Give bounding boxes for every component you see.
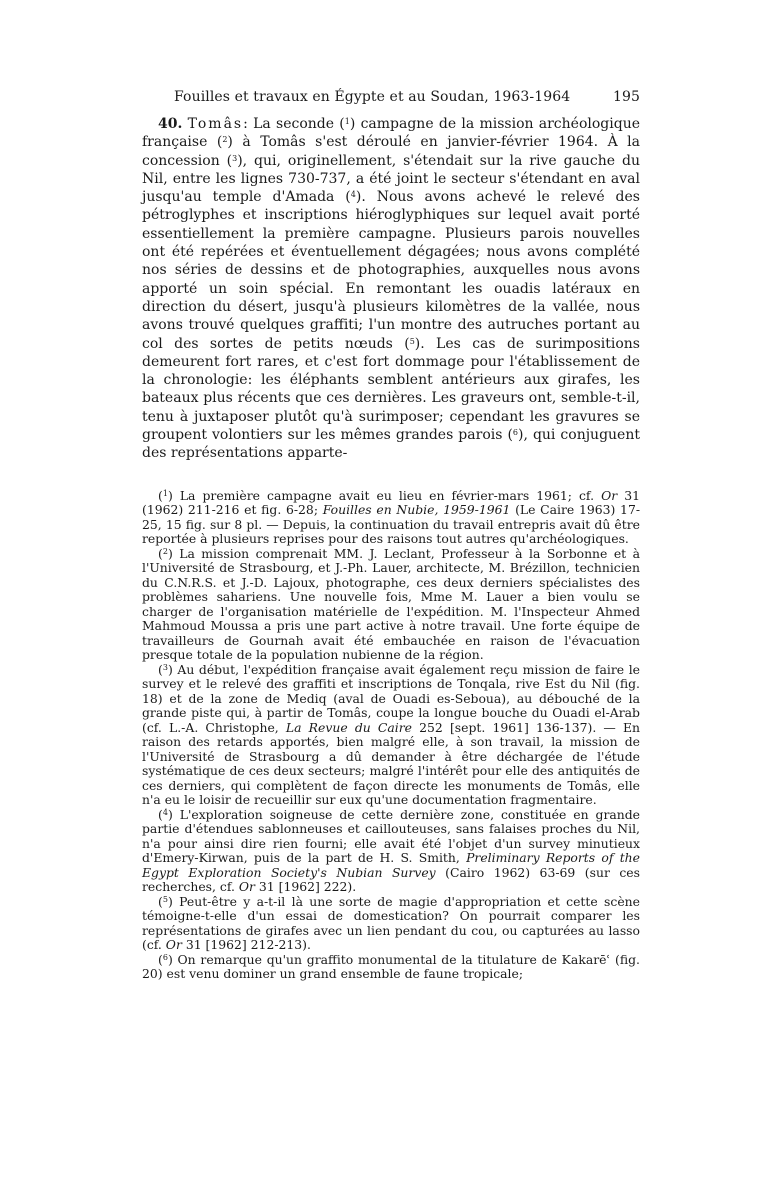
text-run: ) On remarque qu'un graffito monumental de la titulature de Kakarēʿ (fig. 20) est venu dominer un grand ensemble de faune tropicale; bbox=[142, 951, 640, 982]
text-run: ). Les cas de surimpositions demeurent fort rares, et c'est fort dommage pour l'établissement de la chronologie: les éléphants semblent antérieurs aux girafes, les bateaux plus récents que ces dernières. Les graveurs ont, semble-t-il, tenu à juxtaposer plutôt qu'à surimposer; cependant les gravures se groupent volontiers sur les mêmes grandes parois ( bbox=[142, 335, 640, 444]
page bbox=[142, 88, 640, 982]
text-run: ) à Tomâs s'est déroulé en janvier-février 1964. À la concession ( bbox=[142, 134, 640, 169]
italic-text: Or bbox=[165, 937, 182, 953]
section-number: 40. bbox=[158, 116, 183, 132]
text-run: ) La première campagne avait eu lieu en février-mars 1961; cf. bbox=[167, 487, 602, 503]
text-run: ( bbox=[158, 893, 163, 909]
note-ref: 5 bbox=[409, 336, 415, 346]
note-ref: 6 bbox=[512, 428, 518, 438]
footnote bbox=[142, 953, 640, 982]
italic-text: La Revue du Caire bbox=[285, 719, 412, 735]
note-ref: 2 bbox=[162, 546, 168, 556]
text-run: 31 [1962] 222). bbox=[254, 879, 357, 895]
text-run: ( bbox=[158, 806, 163, 822]
italic-text: Preliminary Reports of the Egypt Exploration Society's Nubian Survey bbox=[142, 850, 640, 880]
footnotes bbox=[142, 489, 640, 982]
text-run: ) Au début, l'expédition française avait également reçu mission de faire le survey et le relevé des graffiti et inscriptions de Tonqala, rive Est du Nil (fig. 18) et de la zone de Mediq (aval de Ouadi es-Seboua), au débouché de la grande piste qui, à partir de Tomâs, coupe la longue bouche du Ouadi el-Arab (cf. L.-A. Christophe, bbox=[142, 661, 640, 735]
text-run: : La seconde ( bbox=[243, 116, 345, 132]
running-head-title: Fouilles et travaux en Égypte et au Soudan, 1963-1964 bbox=[174, 89, 571, 105]
text-run: (Le Caire 1963) 17-25, 15 fig. sur 8 pl. — Depuis, la continuation du travail entrepris avait dû être reportée à plusieurs reprises pour des raisons tout autres qu'archéologiques. bbox=[142, 502, 641, 547]
text-run: 252 [sept. 1961] 136-137). — En raison des retards apportés, bien malgré elle, à son travail, la mission de l'Université de Strasbourg a dû demander à être déchargée de l'étude systématique de ces deux secteurs; malgré l'intérêt pour elle des antiquités de ces derniers, qui complètent de façon directe les monuments de Tomâs, elle n'a eu le loisir de recueillir sur eux qu'une documentation fragmentaire. bbox=[142, 719, 641, 808]
text-run: ) Peut-être y a-t-il là une sorte de magie d'appropriation et cette scène témoigne-t-elle d'un essai de domestication? On pourrait comparer les représentations de girafes avec un lien pendant du cou, ou capturées au lasso (cf. bbox=[142, 893, 640, 953]
text-run: ( bbox=[158, 545, 163, 561]
text-run: 31 [1962] 212-213). bbox=[181, 937, 311, 953]
text-run: ), qui, originellement, s'étendait sur la rive gauche du Nil, entre les lignes 730-737, a été joint le secteur s'étendant en aval jusqu'au temple d'Amada ( bbox=[142, 152, 640, 206]
italic-text: Or bbox=[238, 879, 255, 895]
note-ref: 5 bbox=[162, 894, 168, 904]
footnote bbox=[142, 895, 640, 953]
text-run: ). Nous avons achevé le relevé des pétroglyphes et inscriptions hiéroglyphiques sur lequel avait porté essentiellement la première campagne. Plusieurs parois nouvelles ont été repérées et éventuellement dégagées; nous avons complété nos séries de dessins et de photographies, auxquelles nous avons apporté un soin spécial. En remontant les ouadis latéraux en direction du désert, jusqu'à plusieurs kilomètres de la vallée, nous avons trouvé quelques graffiti; l'un montre des autruches portant au col des sortes de petits nœuds ( bbox=[142, 189, 640, 352]
footnote bbox=[142, 663, 640, 808]
running-head bbox=[142, 88, 640, 106]
section-paragraph bbox=[142, 115, 640, 463]
note-ref: 6 bbox=[162, 952, 168, 962]
note-ref: 1 bbox=[344, 117, 350, 126]
footnote bbox=[142, 547, 640, 663]
text-run: ) L'exploration soigneuse de cette dernière zone, constituée en grande partie d'étendues sablonneuses et caillouteuses, sans falaises proches du Nil, n'a pour ainsi dire rien fourni; elle avait été l'objet d'un survey minutieux d'Emery-Kirwan, puis de la part de H. S. Smith, bbox=[142, 806, 640, 866]
note-ref: 3 bbox=[162, 662, 168, 672]
footnote bbox=[142, 808, 640, 895]
text-run: ), qui conjuguent des représentations apparte- bbox=[142, 427, 640, 462]
note-ref: 3 bbox=[232, 153, 238, 163]
page-number: 195 bbox=[612, 89, 640, 105]
text-run: ) campagne de la mission archéologique française ( bbox=[142, 116, 640, 151]
italic-text: Fouilles en Nubie, 1959-1961 bbox=[322, 502, 511, 518]
italic-text: Or bbox=[601, 487, 618, 503]
note-ref: 1 bbox=[162, 488, 168, 498]
text-run: ( bbox=[158, 951, 163, 967]
text-run: 31 (1962) 211-216 et fig. 6-28; bbox=[142, 487, 640, 518]
note-ref: 4 bbox=[350, 190, 356, 200]
section-name: Tomâs bbox=[187, 116, 244, 132]
text-run: ( bbox=[158, 661, 163, 677]
footnote bbox=[142, 489, 640, 547]
note-ref: 2 bbox=[222, 135, 228, 145]
text-run: ) La mission comprenait MM. J. Leclant, Professeur à la Sorbonne et à l'Université de Strasbourg, et J.-Ph. Lauer, architecte, M. Brézillon, technicien du C.N.R.S. et J.-D. Lajoux, photographe, ces deux derniers spécialistes des problèmes sahariens. Une nouvelle fois, Mme M. Lauer a bien voulu se charger de l'organisation matérielle de l'expédition. M. l'Inspecteur Ahmed Mahmoud Moussa a pris une part active à notre travail. Une forte équipe de travailleurs de Gournah avait été embauchée en raison de l'évacuation presque totale de la population nubienne de la région. bbox=[142, 545, 640, 663]
note-ref: 4 bbox=[162, 807, 168, 817]
text-run: (Cairo 1962) 63-69 (sur ces recherches, cf. bbox=[142, 864, 640, 895]
text-run: ( bbox=[158, 487, 163, 503]
